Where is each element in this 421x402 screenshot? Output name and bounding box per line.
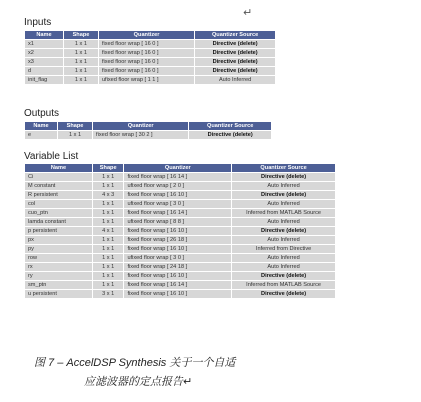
- table-row: [25, 58, 275, 66]
- shape-cell: 1 x 1: [58, 131, 92, 139]
- name-cell: row: [25, 254, 92, 262]
- shape-cell: 1 x 1: [93, 200, 124, 208]
- name-cell: px: [25, 236, 92, 244]
- table-row: [25, 263, 335, 271]
- name-cell: init_flag: [25, 76, 63, 84]
- shape-cell: 1 x 1: [64, 67, 98, 75]
- name-cell: rx: [25, 263, 92, 271]
- shape-cell: 1 x 1: [64, 40, 98, 48]
- table-header-row: [25, 164, 335, 172]
- table-row: [25, 191, 335, 199]
- quantizer-source-cell: Inferred from Directive: [232, 245, 335, 253]
- table-row: [25, 272, 335, 280]
- table-row: [25, 236, 335, 244]
- table-row: [25, 254, 335, 262]
- table-row: [25, 40, 275, 48]
- name-cell: R persistent: [25, 191, 92, 199]
- shape-cell: 1 x 1: [93, 218, 124, 226]
- name-cell: u persistent: [25, 290, 92, 298]
- quantizer-source-cell: Inferred from MATLAB Source: [232, 209, 335, 217]
- table-row: [25, 173, 335, 181]
- quantizer-cell: fixed floor wrap [ 16 10 ]: [124, 191, 231, 199]
- quantizer-source-cell: Auto Inferred: [232, 263, 335, 271]
- column-header: Quantizer Source: [195, 31, 275, 39]
- quantizer-cell: fixed floor wrap [ 16 0 ]: [99, 40, 194, 48]
- table-row: [25, 182, 335, 190]
- quantizer-source-cell: Directive (delete): [232, 272, 335, 280]
- table-header-row: [25, 31, 275, 39]
- shape-cell: 1 x 1: [64, 49, 98, 57]
- shape-cell: 1 x 1: [93, 254, 124, 262]
- quantizer-cell: ufixed floor wrap [ 8 8 ]: [124, 218, 231, 226]
- quantizer-cell: fixed floor wrap [ 30 2 ]: [93, 131, 188, 139]
- column-header: Shape: [64, 31, 98, 39]
- name-cell: ry: [25, 272, 92, 280]
- quantizer-source-cell: Auto Inferred: [232, 200, 335, 208]
- quantizer-cell: fixed floor wrap [ 16 0 ]: [99, 49, 194, 57]
- column-header: Quantizer Source: [232, 164, 335, 172]
- quantizer-cell: fixed floor wrap [ 16 14 ]: [124, 209, 231, 217]
- quantizer-cell: fixed floor wrap [ 16 14 ]: [124, 281, 231, 289]
- name-cell: Ci: [25, 173, 92, 181]
- quantizer-source-cell: Directive (delete): [232, 191, 335, 199]
- inputs-table: [24, 30, 276, 85]
- quantizer-source-cell: Directive (delete): [195, 58, 275, 66]
- shape-cell: 1 x 1: [93, 182, 124, 190]
- table-header-row: [25, 122, 271, 130]
- shape-cell: 3 x 1: [93, 290, 124, 298]
- quantizer-cell: fixed floor wrap [ 26 18 ]: [124, 236, 231, 244]
- variable-list-table: [24, 163, 336, 299]
- table-row: [25, 76, 275, 84]
- quantizer-source-cell: Directive (delete): [195, 40, 275, 48]
- name-cell: x3: [25, 58, 63, 66]
- name-cell: cuo_ptn: [25, 209, 92, 217]
- inputs-title: Inputs: [24, 17, 52, 28]
- quantizer-source-cell: Auto Inferred: [232, 236, 335, 244]
- quantizer-source-cell: Auto Inferred: [232, 254, 335, 262]
- quantizer-source-cell: Auto Inferred: [232, 218, 335, 226]
- column-header: Name: [25, 122, 57, 130]
- shape-cell: 4 x 1: [93, 227, 124, 235]
- quantizer-source-cell: Directive (delete): [232, 227, 335, 235]
- column-header: Shape: [93, 164, 124, 172]
- name-cell: py: [25, 245, 92, 253]
- shape-cell: 1 x 1: [93, 245, 124, 253]
- name-cell: col: [25, 200, 92, 208]
- shape-cell: 1 x 1: [93, 236, 124, 244]
- quantizer-cell: fixed floor wrap [ 16 0 ]: [99, 58, 194, 66]
- column-header: Quantizer: [124, 164, 231, 172]
- quantizer-cell: ufixed floor wrap [ 3 0 ]: [124, 254, 231, 262]
- table-row: [25, 290, 335, 298]
- table-row: [25, 245, 335, 253]
- column-header: Name: [25, 164, 92, 172]
- quantizer-source-cell: Auto Inferred: [195, 76, 275, 84]
- shape-cell: 4 x 3: [93, 191, 124, 199]
- name-cell: M constant: [25, 182, 92, 190]
- column-header: Shape: [58, 122, 92, 130]
- name-cell: sm_ptn: [25, 281, 92, 289]
- figure-caption-line-1: 图 7 – AccelDSP Synthesis 关于一个自适: [34, 357, 236, 369]
- quantizer-source-cell: Directive (delete): [232, 173, 335, 181]
- quantizer-cell: fixed floor wrap [ 16 10 ]: [124, 272, 231, 280]
- column-header: Quantizer: [93, 122, 188, 130]
- quantizer-cell: ufixed floor wrap [ 1 1 ]: [99, 76, 194, 84]
- quantizer-cell: fixed floor wrap [ 16 14 ]: [124, 173, 231, 181]
- shape-cell: 1 x 1: [93, 263, 124, 271]
- shape-cell: 1 x 1: [93, 209, 124, 217]
- table-row: [25, 209, 335, 217]
- shape-cell: 1 x 1: [93, 173, 124, 181]
- table-row: [25, 131, 271, 139]
- shape-cell: 1 x 1: [64, 58, 98, 66]
- name-cell: d: [25, 67, 63, 75]
- quantizer-cell: fixed floor wrap [ 24 18 ]: [124, 263, 231, 271]
- table-row: [25, 67, 275, 75]
- name-cell: x2: [25, 49, 63, 57]
- quantizer-source-cell: Directive (delete): [232, 290, 335, 298]
- quantizer-cell: ufixed floor wrap [ 2 0 ]: [124, 182, 231, 190]
- quantizer-source-cell: Directive (delete): [195, 67, 275, 75]
- figure-caption-line-2: 应滤波器的定点报告↵: [84, 376, 193, 388]
- table-row: [25, 281, 335, 289]
- shape-cell: 1 x 1: [93, 281, 124, 289]
- shape-cell: 1 x 1: [93, 272, 124, 280]
- column-header: Quantizer Source: [189, 122, 271, 130]
- quantizer-source-cell: Inferred from MATLAB Source: [232, 281, 335, 289]
- quantizer-source-cell: Auto Inferred: [232, 182, 335, 190]
- quantizer-cell: fixed floor wrap [ 16 0 ]: [99, 67, 194, 75]
- table-row: [25, 49, 275, 57]
- quantizer-source-cell: Directive (delete): [195, 49, 275, 57]
- outputs-table: [24, 121, 272, 140]
- table-row: [25, 227, 335, 235]
- shape-cell: 1 x 1: [64, 76, 98, 84]
- name-cell: x1: [25, 40, 63, 48]
- name-cell: lamda constant: [25, 218, 92, 226]
- variable-list-title: Variable List: [24, 151, 79, 162]
- name-cell: e: [25, 131, 57, 139]
- quantizer-cell: fixed floor wrap [ 16 10 ]: [124, 245, 231, 253]
- paragraph-mark: ↵: [243, 7, 253, 19]
- quantizer-source-cell: Directive (delete): [189, 131, 271, 139]
- column-header: Name: [25, 31, 63, 39]
- table-row: [25, 218, 335, 226]
- outputs-title: Outputs: [24, 108, 60, 119]
- quantizer-cell: ufixed floor wrap [ 3 0 ]: [124, 200, 231, 208]
- quantizer-cell: fixed floor wrap [ 16 10 ]: [124, 227, 231, 235]
- table-row: [25, 200, 335, 208]
- name-cell: p persistent: [25, 227, 92, 235]
- column-header: Quantizer: [99, 31, 194, 39]
- quantizer-cell: fixed floor wrap [ 16 10 ]: [124, 290, 231, 298]
